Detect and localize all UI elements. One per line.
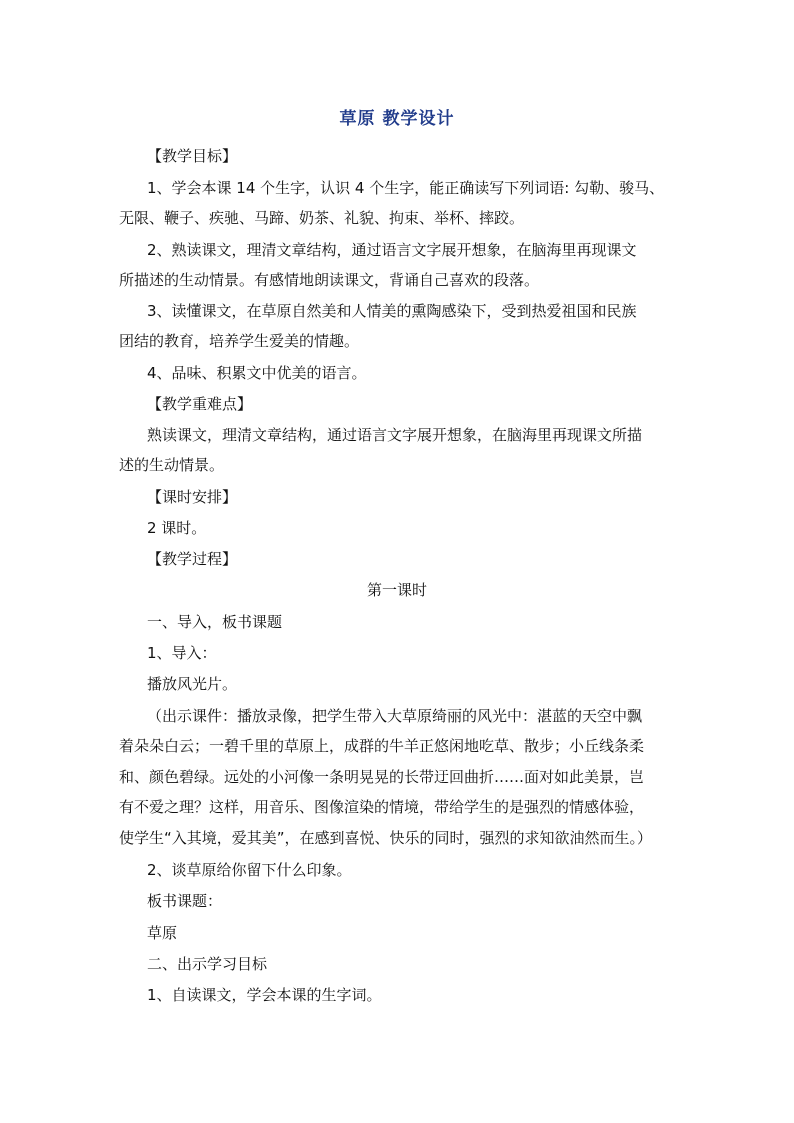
board-title-label: 板书课题： bbox=[147, 892, 223, 910]
courseware-line-5: 使学生“入其境，爱其美”，在感到喜悦、快乐的同时，强烈的求知欲油然而生。） bbox=[119, 829, 653, 847]
objective-3-line-1: 3、读懂课文，在草原自然美和人情美的熏陶感染下，受到热爱祖国和民族 bbox=[147, 302, 637, 320]
schedule-text: 2 课时。 bbox=[147, 519, 207, 537]
document-title: 草原 教学设计 bbox=[339, 109, 455, 129]
goal-1: 1、自读课文，学会本课的生字词。 bbox=[147, 986, 382, 1004]
section-1-heading: 一、导入，板书课题 bbox=[147, 613, 283, 631]
heading-objectives: 【教学目标】 bbox=[147, 147, 238, 165]
section-2-heading: 二、出示学习目标 bbox=[147, 955, 268, 973]
play-slides: 播放风光片。 bbox=[147, 675, 238, 693]
lesson-one-heading: 第一课时 bbox=[366, 581, 427, 599]
key-points-line-1: 熟读课文，理清文章结构，通过语言文字展开想象，在脑海里再现课文所描 bbox=[147, 426, 643, 444]
courseware-line-1: （出示课件：播放录像，把学生带入大草原绮丽的风光中：湛蓝的天空中飘 bbox=[147, 707, 643, 725]
objective-2-line-2: 所描述的生动情景。有感情地朗读课文，背诵自己喜欢的段落。 bbox=[119, 271, 540, 289]
objective-4: 4、品味、积累文中优美的语言。 bbox=[147, 364, 367, 382]
step-2: 2、谈草原给你留下什么印象。 bbox=[147, 861, 352, 879]
courseware-line-3: 和、颜色碧绿。远处的小河像一条明晃晃的长带迂回曲折……面对如此美景，岂 bbox=[119, 768, 645, 786]
board-title: 草原 bbox=[147, 924, 178, 942]
heading-process: 【教学过程】 bbox=[147, 550, 238, 568]
heading-schedule: 【课时安排】 bbox=[147, 488, 238, 506]
objective-2-line-1: 2、熟读课文，理清文章结构，通过语言文字展开想象，在脑海里再现课文 bbox=[147, 241, 637, 259]
courseware-line-4: 有不爱之理？这样，用音乐、图像渲染的情境，带给学生的是强烈的情感体验， bbox=[119, 798, 645, 816]
key-points-line-2: 述的生动情景。 bbox=[119, 456, 225, 474]
objective-1-line-2: 无限、鞭子、疾驰、马蹄、奶茶、礼貌、拘束、举杯、摔跤。 bbox=[119, 209, 525, 227]
step-1: 1、导入： bbox=[147, 644, 217, 662]
courseware-line-2: 着朵朵白云；一碧千里的草原上，成群的牛羊正悠闲地吃草、散步；小丘线条柔 bbox=[119, 737, 645, 755]
objective-3-line-2: 团结的教育，培养学生爱美的情趣。 bbox=[119, 332, 360, 350]
heading-key-points: 【教学重难点】 bbox=[147, 395, 253, 413]
objective-1-line-1: 1、学会本课 14 个生字，认识 4 个生字，能正确读写下列词语: 勾勒、骏马、 bbox=[147, 179, 665, 197]
